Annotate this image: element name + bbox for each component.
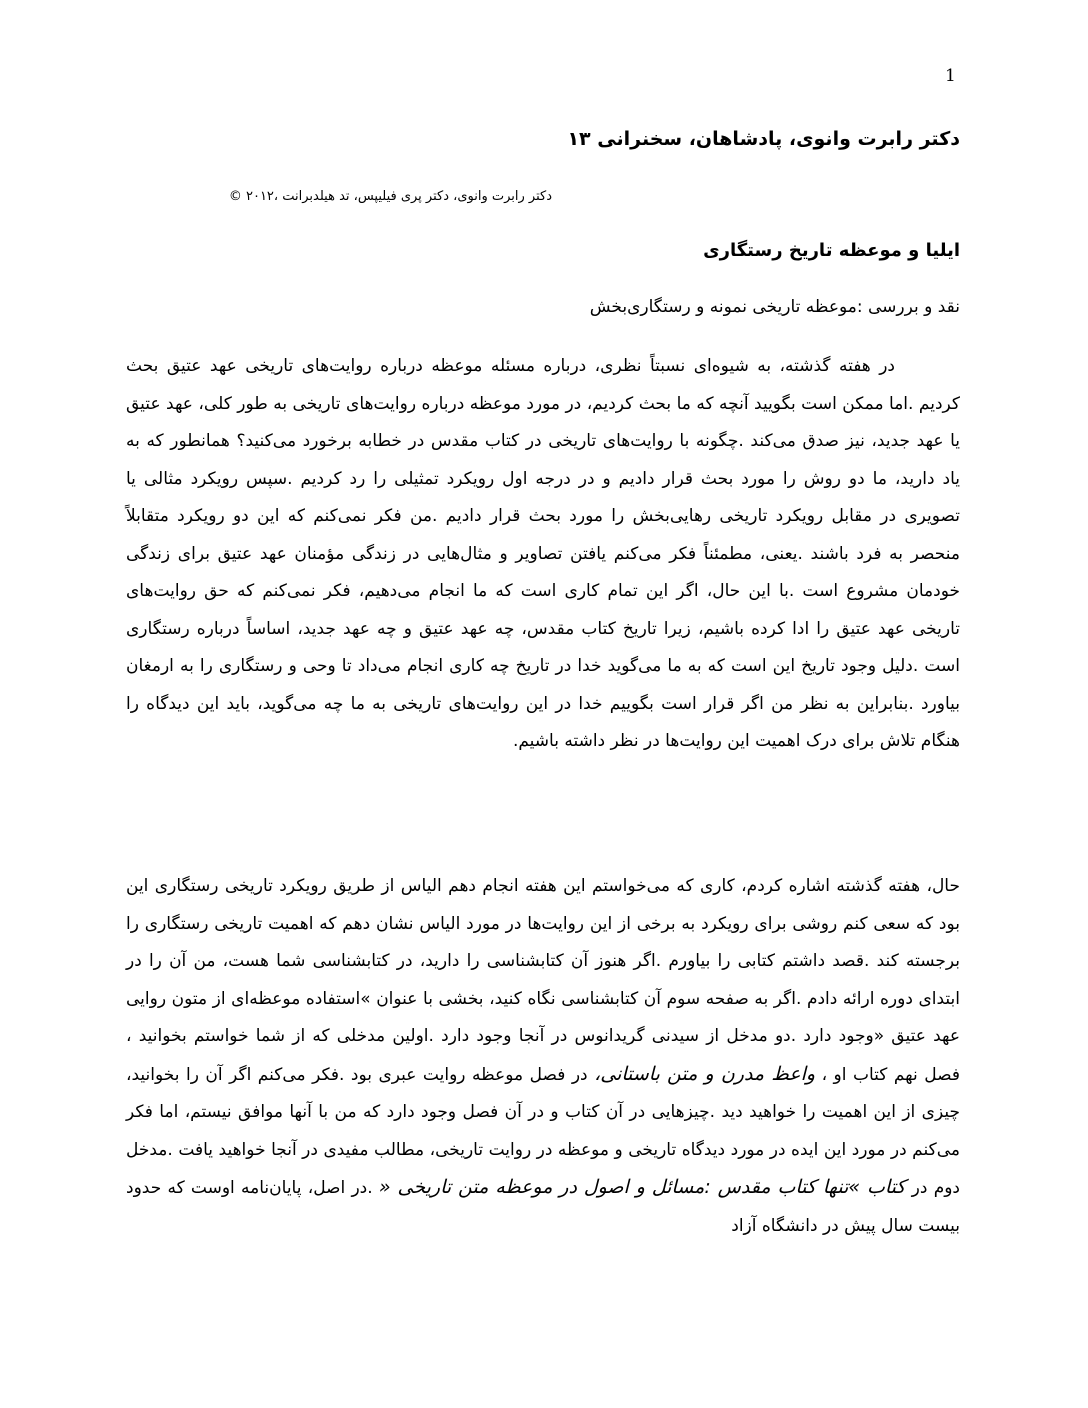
section-heading: ایلیا و موعظه تاریخ رستگاری [703,240,960,261]
paragraph-2-text-1: حال، هفته گذشته اشاره کردم، کاری که می‌خواستم این هفته انجام دهم الیاس از طریق رویکرد تاریخی رستگاری این بود که سعی کنم روشی برای رویکرد به برخی از این روایت‌ها در مورد الیاس نشان دهم که اهمیت تاریخی رستگاری را برجسته کند .قصد داشتم کتابی را بیاورم .اگر هنوز آن کتابشناسی را دارید، در کتابشناسی شما هست، من آن را در ابتدای دوره ارائه دادم .اگر به صفحه سوم آن کتابشناسی نگاه کنید، بخشی با عنوان »استفاده موعظه‌ای از متون روایی عهد عتیق «وجود دارد .دو مدخل از سیدنی گریدانوس در آنجا وجود دارد .اولین مدخلی که از شما خواستم بخوانید ، فصل نهم کتاب او ، [126,876,960,1085]
authors-line: دکتر رابرت وانوی، دکتر پری فیلیپس، تد هیلدبرانت ،۲۰۱۲ © [228,189,552,204]
section-subtitle: نقد و بررسی :موعظه تاریخی نمونه و رستگاری‌بخش [589,297,960,317]
paragraph-2-text-3: .در اصل، پایان‌نامه اوست که حدود بیست سال پیش در دانشگاه آزاد [126,1178,960,1236]
book-title-italic-2: کتاب »تنها کتاب مقدس :مسائل و اصول در موعظه متن تاریخی « [378,1176,906,1198]
body-paragraph-1: در هفته گذشته، به شیوه‌ای نسبتاً نظری، درباره مسئله موعظه درباره روایت‌های تاریخی عهد عتیق بحث کردیم .اما ممکن است بگویید آنچه که ما بحث کردیم، در مورد موعظه درباره روایت‌های تاریخی به طور کلی، عهد عتیق یا عهد جدید، نیز صدق می‌کند .چگونه با روایت‌های تاریخی در کتاب مقدس در خطابه برخورد می‌کنید؟ همانطور که به یاد دارید، ما دو روش را مورد بحث قرار دادیم و در درجه اول رویکرد تمثیلی را رد کردیم .سپس رویکرد مثالی یا تصویری در مقابل رویکرد تاریخی رهایی‌بخش را مورد بحث قرار دادیم .من فکر نمی‌کنم که این دو رویکرد متقابلاً منحصر به فرد باشند .یعنی، مطمئناً فکر می‌کنم یافتن تصاویر و مثال‌هایی در زندگی مؤمنان عهد عتیق برای زندگی خودمان مشروع است .با این حال، اگر این تمام کاری است که ما انجام می‌دهیم، فکر نمی‌کنم که حق روایت‌های تاریخی عهد عتیق را ادا کرده باشیم، زیرا تاریخ کتاب مقدس، چه عهد عتیق و چه عهد جدید، اساساً درباره رستگاری است .دلیل وجود تاریخ این است که به ما می‌گوید خدا در تاریخ چه کاری انجام می‌داد تا وحی و رستگاری را به ارمغان بیاورد .بنابراین به نظر من اگر قرار است بگوییم خدا در این روایت‌های تاریخی به ما چه می‌گوید، باید این دیدگاه را هنگام تلاش برای درک اهمیت این روایت‌ها در نظر داشته باشیم. [126,356,960,751]
book-title-italic-1: واعظ مدرن و متن باستانی، [594,1062,816,1085]
page-number: 1 [945,66,956,86]
body-paragraph-2 [126,868,960,1245]
document-title: دکتر رابرت وانوی، پادشاهان، سخنرانی ۱۳ [567,128,960,150]
paragraph-2-text-2: در فصل موعظه روایت عبری بود .فکر می‌کنم اگر آن را بخوانید، چیزی از این اهمیت را خواهید دید .چیزهایی در آن کتاب و در آن فصل وجود دارد که من با آنها موافق نیستم، اما فکر می‌کنم در مورد این ایده در مورد دیدگاه تاریخی و موعظه در روایت تاریخی، مطالب مفیدی در آنجا خواهید یافت .مدخل دوم در [126,1064,961,1198]
